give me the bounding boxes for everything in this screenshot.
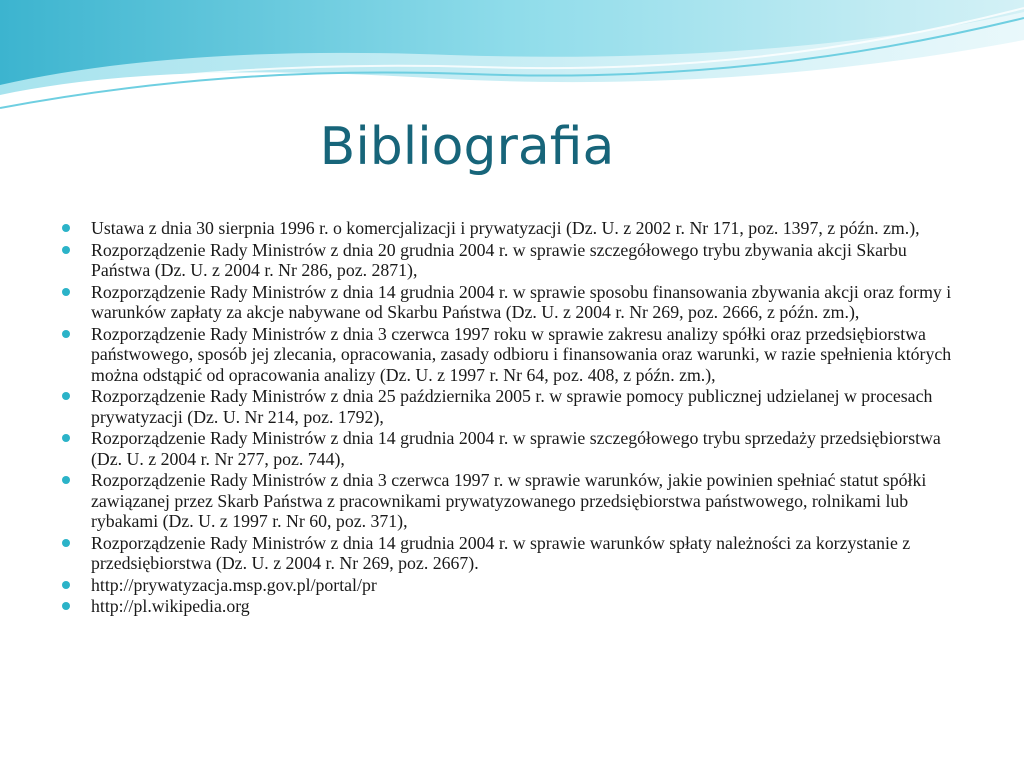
bullet-icon <box>62 476 70 484</box>
list-item <box>62 533 962 574</box>
list-item-text: Rozporządzenie Rady Ministrów z dnia 14 grudnia 2004 r. w sprawie szczegółowego trybu sprzedaży przedsiębiorstwa (Dz. U. z 2004 r. Nr 277, poz. 744), <box>91 428 941 469</box>
list-item <box>62 240 962 281</box>
list-item <box>62 386 962 427</box>
list-item-text: Rozporządzenie Rady Ministrów z dnia 14 grudnia 2004 r. w sprawie warunków spłaty należności za korzystanie z przedsiębiorstwa (Dz. U. z 2004 r. Nr 269, poz. 2667). <box>91 532 911 573</box>
list-item-text: Rozporządzenie Rady Ministrów z dnia 3 czerwca 1997 r. w sprawie warunków, jakie powinien spełniać statut spółki zawiązanej przez Skarb Państwa z pracownikami prywatyzowanego przedsiębiorstwa państwowego, rolnikami lub rybakami (Dz. U. z 1997 r. Nr 60, poz. 371), <box>91 470 927 531</box>
bullet-icon <box>62 288 70 296</box>
bullet-icon <box>62 330 70 338</box>
list-item <box>62 470 962 532</box>
wave-decoration <box>0 0 1024 130</box>
list-item <box>62 282 962 323</box>
bullet-icon <box>62 539 70 547</box>
list-item-text: Rozporządzenie Rady Ministrów z dnia 25 października 2005 r. w sprawie pomocy publicznej udzielanej w procesach prywatyzacji (Dz. U. Nr 214, poz. 1792), <box>91 386 933 427</box>
list-item <box>62 575 962 596</box>
bibliography-list <box>62 218 962 618</box>
slide-title: Bibliografia <box>319 117 615 177</box>
link-text[interactable]: http://prywatyzacja.msp.gov.pl/portal/pr <box>91 574 377 595</box>
bullet-icon <box>62 602 70 610</box>
list-item <box>62 218 962 239</box>
list-item-text: Rozporządzenie Rady Ministrów z dnia 3 czerwca 1997 roku w sprawie zakresu analizy spółki oraz przedsiębiorstwa państwowego, sposób jej zlecania, opracowania, zasady odbioru i finansowania oraz warunki, w razie spełnienia których można odstąpić od opracowania analizy (Dz. U. z 1997 r. Nr 64, poz. 408, z późn. zm.), <box>91 323 952 385</box>
list-item <box>62 596 962 617</box>
list-item-text: Rozporządzenie Rady Ministrów z dnia 14 grudnia 2004 r. w sprawie sposobu finansowania zbywania akcji oraz formy i warunków zapłaty za akcje nabywane od Skarbu Państwa (Dz. U. z 2004 r. Nr 269, poz. 2666, z późn. zm.), <box>91 281 952 322</box>
link-text[interactable]: http://pl.wikipedia.org <box>91 596 250 616</box>
list-item <box>62 324 962 386</box>
bullet-icon <box>62 224 70 232</box>
list-item-text: Rozporządzenie Rady Ministrów z dnia 20 grudnia 2004 r. w sprawie szczegółowego trybu zbywania akcji Skarbu Państwa (Dz. U. z 2004 r. Nr 286, poz. 2871), <box>91 239 907 280</box>
bullet-icon <box>62 434 70 442</box>
bullet-icon <box>62 392 70 400</box>
list-item <box>62 428 962 469</box>
bullet-icon <box>62 581 70 589</box>
bullet-icon <box>62 246 70 254</box>
list-item-text: Ustawa z dnia 30 sierpnia 1996 r. o komercjalizacji i prywatyzacji (Dz. U. z 2002 r. Nr 171, poz. 1397, z późn. zm.), <box>91 218 920 238</box>
